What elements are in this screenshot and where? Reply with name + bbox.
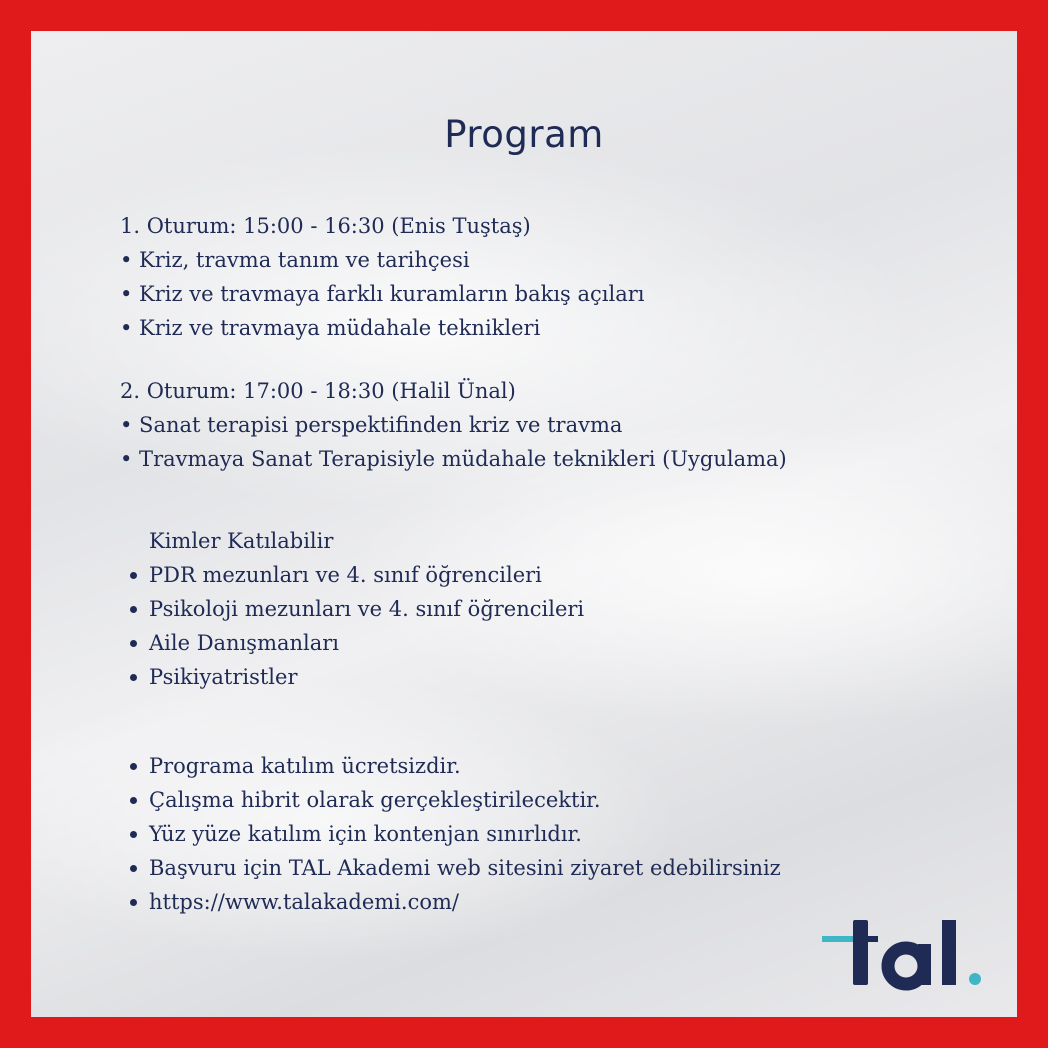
bullet-icon — [130, 572, 137, 579]
bullet-icon — [130, 865, 137, 872]
who-item: Aile Danışmanları — [149, 626, 584, 660]
bullet-icon — [130, 797, 137, 804]
note-item: Başvuru için TAL Akademi web sitesini ziyaret edebilirsiniz — [149, 851, 781, 885]
bullet-icon — [130, 831, 137, 838]
session-1-header: 1. Oturum: 15:00 - 16:30 (Enis Tuştaş) — [120, 214, 531, 238]
bullet-icon — [130, 763, 137, 770]
bullet-icon — [130, 674, 137, 681]
bullet-icon — [130, 899, 137, 906]
who-item: Psikoloji mezunları ve 4. sınıf öğrencileri — [149, 592, 584, 626]
who-can-attend — [149, 524, 584, 694]
session-2-header: 2. Oturum: 17:00 - 18:30 (Halil Ünal) — [120, 379, 516, 403]
who-item: PDR mezunları ve 4. sınıf öğrencileri — [149, 558, 584, 592]
bullet-icon — [130, 640, 137, 647]
notes-list — [149, 749, 781, 919]
session-2-item: • Travmaya Sanat Terapisiyle müdahale teknikleri (Uygulama) — [120, 447, 787, 471]
session-2 — [120, 374, 787, 476]
page-title: Program — [444, 113, 604, 156]
note-item: Yüz yüze katılım için kontenjan sınırlıdır. — [149, 817, 781, 851]
website-link[interactable]: https://www.talakademi.com/ — [149, 890, 459, 914]
note-item: Programa katılım ücretsizdir. — [149, 749, 781, 783]
who-item: Psikiyatristler — [149, 660, 584, 694]
note-item — [149, 885, 781, 919]
bullet-icon — [130, 606, 137, 613]
session-1 — [120, 209, 645, 345]
session-1-item: • Kriz ve travmaya müdahale teknikleri — [120, 316, 541, 340]
session-1-item: • Kriz ve travmaya farklı kuramların bakış açıları — [120, 282, 645, 306]
who-heading: Kimler Katılabilir — [149, 529, 334, 553]
tal-logo — [820, 918, 990, 993]
session-2-item: • Sanat terapisi perspektifinden kriz ve travma — [120, 413, 623, 437]
poster-card — [31, 31, 1017, 1017]
session-1-item: • Kriz, travma tanım ve tarihçesi — [120, 248, 470, 272]
note-item: Çalışma hibrit olarak gerçekleştirilecektir. — [149, 783, 781, 817]
